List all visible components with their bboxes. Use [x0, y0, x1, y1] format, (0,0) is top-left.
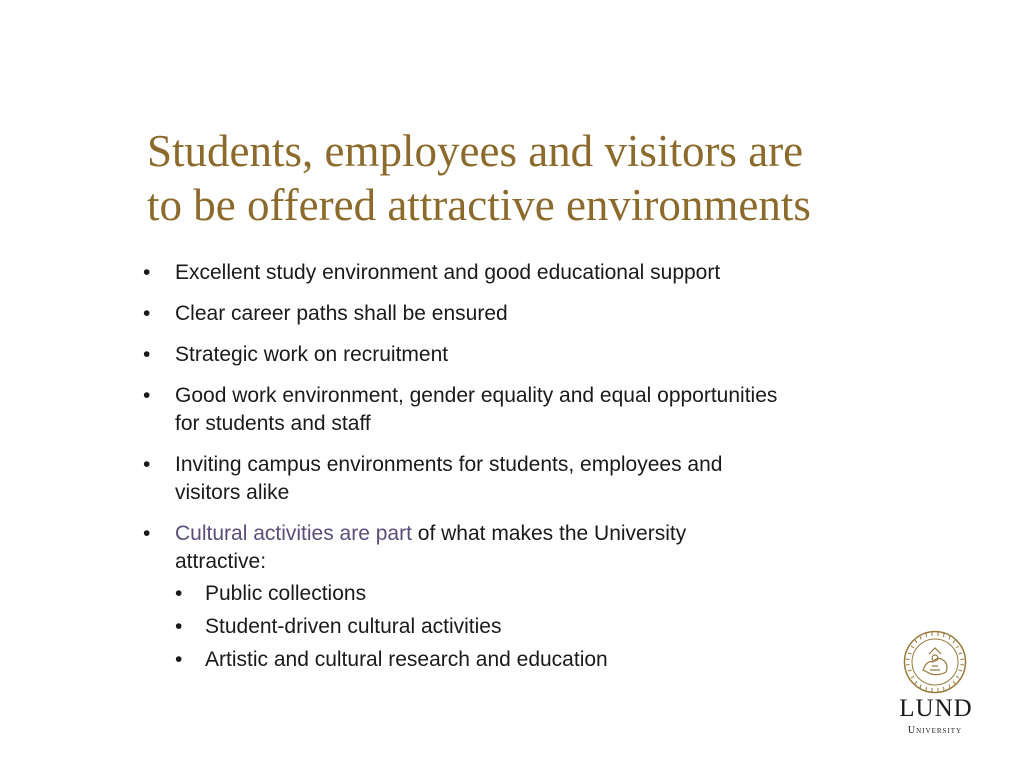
bullet-dot: • [175, 582, 183, 605]
logo-subtitle: University [907, 725, 963, 736]
sub-bullet-list [175, 580, 903, 673]
bullet-item [143, 300, 903, 328]
bullet-text-line-1: Good work environment, gender equality and equal opportunities [175, 384, 778, 407]
bullet-dot: • [143, 384, 151, 407]
bullet-text-line-1: Inviting campus environments for students, employees and [175, 453, 723, 476]
bullet-dot: • [175, 615, 183, 638]
bullet-item [143, 451, 903, 507]
sub-bullet-item [175, 646, 903, 673]
bullet-accent-text: Cultural activities are part [175, 522, 412, 545]
bullet-item [143, 259, 903, 287]
university-seal-icon [903, 630, 967, 694]
title-line-2: to be offered attractive environments [147, 180, 811, 230]
title-line-1: Students, employees and visitors are [147, 126, 804, 176]
bullet-item [143, 382, 903, 438]
university-logo [893, 630, 977, 738]
sub-bullet-text: Artistic and cultural research and education [205, 648, 608, 671]
bullet-dot: • [143, 453, 151, 476]
logo-wordmark: LUND [899, 695, 973, 722]
bullet-dot: • [143, 302, 151, 325]
bullet-rest-text: of what makes the University [411, 522, 687, 545]
bullet-text: Clear career paths shall be ensured [175, 302, 508, 325]
sub-bullet-text: Student-driven cultural activities [205, 615, 502, 638]
bullet-text-line-2: for students and staff [175, 412, 371, 435]
bullet-text-line-1 [175, 520, 903, 548]
bullet-text: Excellent study environment and good educational support [175, 261, 721, 284]
bullet-item [143, 341, 903, 369]
sub-bullet-item [175, 613, 903, 640]
bullet-item [143, 520, 903, 673]
sub-bullet-item [175, 580, 903, 607]
sub-bullet-text: Public collections [205, 582, 367, 605]
bullet-dot: • [143, 343, 151, 366]
bullet-text: Strategic work on recruitment [175, 343, 449, 366]
bullet-dot: • [143, 522, 151, 545]
bullet-list [143, 259, 903, 686]
bullet-text-line-2: visitors alike [175, 481, 290, 504]
bullet-dot: • [143, 261, 151, 284]
slide-title [147, 124, 947, 232]
bullet-dot: • [175, 648, 183, 671]
bullet-text-line-2: attractive: [175, 550, 267, 573]
